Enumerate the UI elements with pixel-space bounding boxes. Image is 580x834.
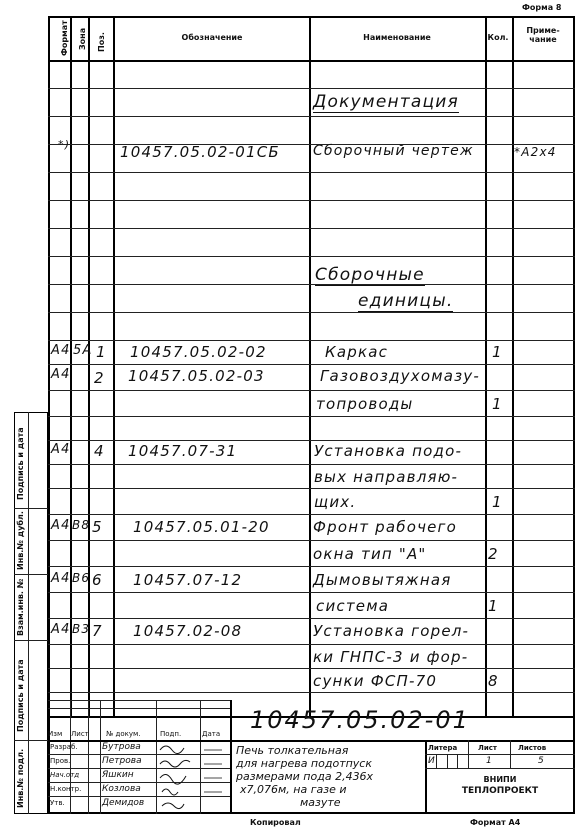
r3-qty: 1 [492,493,503,511]
nkontr-name: Козлова [102,784,141,794]
prov-name: Петрова [102,756,142,766]
r5-pos: 6 [92,571,103,589]
copied-label: Копировал [250,818,301,827]
signature-marks [156,740,230,814]
utv-label: Утв. [50,799,65,807]
col-qty-header: Кол. [487,33,509,42]
r1-name: Каркас [325,343,389,361]
description-line4: х7,076м, на газе и [240,783,347,796]
col-zone-header: Зона [78,27,87,50]
hdr-izm: Изм [48,730,63,738]
r5-name-line1: Дымовытяжная [313,571,452,589]
litera-label: Литера [428,744,458,752]
section-documentation: Документация [313,92,459,112]
r6-name-line1: Установка горел- [313,622,470,640]
r1-qty: 1 [492,343,503,361]
list-value: 1 [486,756,492,766]
doc-name: Сборочный чертеж [313,143,474,159]
col-name-header: Наименование [363,33,431,42]
r6-zone: В3 [72,622,91,636]
hdr-list: Лист [71,730,89,738]
nach-name: Яшкин [102,770,134,780]
r5-name-line2: система [316,597,390,615]
hdr-ndokum: № докум. [106,730,141,738]
org-line1: ВНИПИ [483,775,517,784]
r2-qty: 1 [492,395,503,413]
razrab-label: Разраб. [50,743,78,751]
r6-name-line3: сунки ФСП-70 [313,672,438,690]
r1-format: А4 [51,343,71,358]
r3-designation: 10457.07-31 [128,442,238,460]
r3-name-line2: вых направляю- [314,468,459,486]
r2-format: А4 [51,367,71,382]
col-pos-header: Поз. [97,32,106,52]
listov-value: 5 [538,756,544,766]
section-units-line1: Сборочные [315,265,425,285]
sheet-frame [48,16,575,814]
r6-designation: 10457.02-08 [133,622,243,640]
r3-name-line1: Установка подо- [314,442,463,460]
r2-name-line2: топроводы [316,395,414,413]
utv-name: Демидов [102,798,145,808]
sign-date-bottom-label: Подпись и дата [16,659,25,732]
r2-designation: 10457.05.02-03 [128,367,265,385]
description-line2: для нагрева подотпуск [236,757,372,770]
r1-designation: 10457.05.02-02 [130,343,267,361]
list-label: Лист [478,744,497,752]
r4-name-line1: Фронт рабочего [313,518,458,536]
prov-label: Пров. [50,757,71,765]
sign-date-top-label: Подпись и дата [16,427,25,500]
nkontr-label: Н.контр. [50,785,82,793]
r1-zone: 5А [73,343,93,358]
hdr-podp: Подп. [160,730,182,738]
section-units-line2: единицы. [358,291,454,311]
r3-format: А4 [51,442,71,457]
r5-qty: 1 [488,597,499,615]
listov-label: Листов [518,744,547,752]
r2-name-line1: Газовоздухомазу- [320,367,480,385]
razrab-name: Бутрова [102,742,141,752]
r6-format: А4 [51,622,71,637]
r4-format: А4 [51,518,71,533]
litera-value: И [428,756,435,766]
orig-inv-label: Инв.№ подл. [16,748,25,808]
description-line3: размерами пода 2,436х [236,770,374,783]
r4-name-line2: окна тип "А" [313,545,427,563]
r1-pos: 1 [96,343,107,361]
description-line1: Печь толкательная [236,744,349,757]
col-format-header: Формат [60,20,69,56]
nach-label: Нач.отд [50,771,80,779]
r2-pos: 2 [94,369,105,387]
r5-designation: 10457.07-12 [133,571,243,589]
r5-zone: В6 [72,571,91,585]
r6-qty: 8 [488,672,499,690]
dup-inv-label: Инв.№ дубл. [16,511,25,570]
r4-zone: В8 [72,518,91,532]
description-line5: мазуте [300,796,341,809]
doc-number: 10457.05.02-01 [250,706,470,734]
hdr-data: Дата [202,730,221,738]
org-line2: ТЕПЛОПРОЕКТ [461,786,539,796]
format-label: Формат А4 [470,818,521,827]
r3-name-line3: щих. [314,493,357,511]
col-designation-header: Обозначение [181,33,243,42]
form-label: Форма 8 [522,3,562,12]
r4-pos: 5 [92,518,103,536]
doc-designation: 10457.05.02-01СБ [120,143,280,161]
r6-pos: 7 [92,622,103,640]
r3-pos: 4 [94,442,105,460]
doc-mark: *) [58,138,71,151]
r5-format: А4 [51,571,71,586]
doc-note: *А2х4 [514,145,557,159]
r6-name-line2: ки ГНПС-3 и фор- [313,648,469,666]
col-note-header: Приме-чание [526,26,560,44]
replace-inv-label: Взам.инв. № [16,578,25,636]
r4-qty: 2 [488,545,499,563]
r4-designation: 10457.05.01-20 [133,518,270,536]
